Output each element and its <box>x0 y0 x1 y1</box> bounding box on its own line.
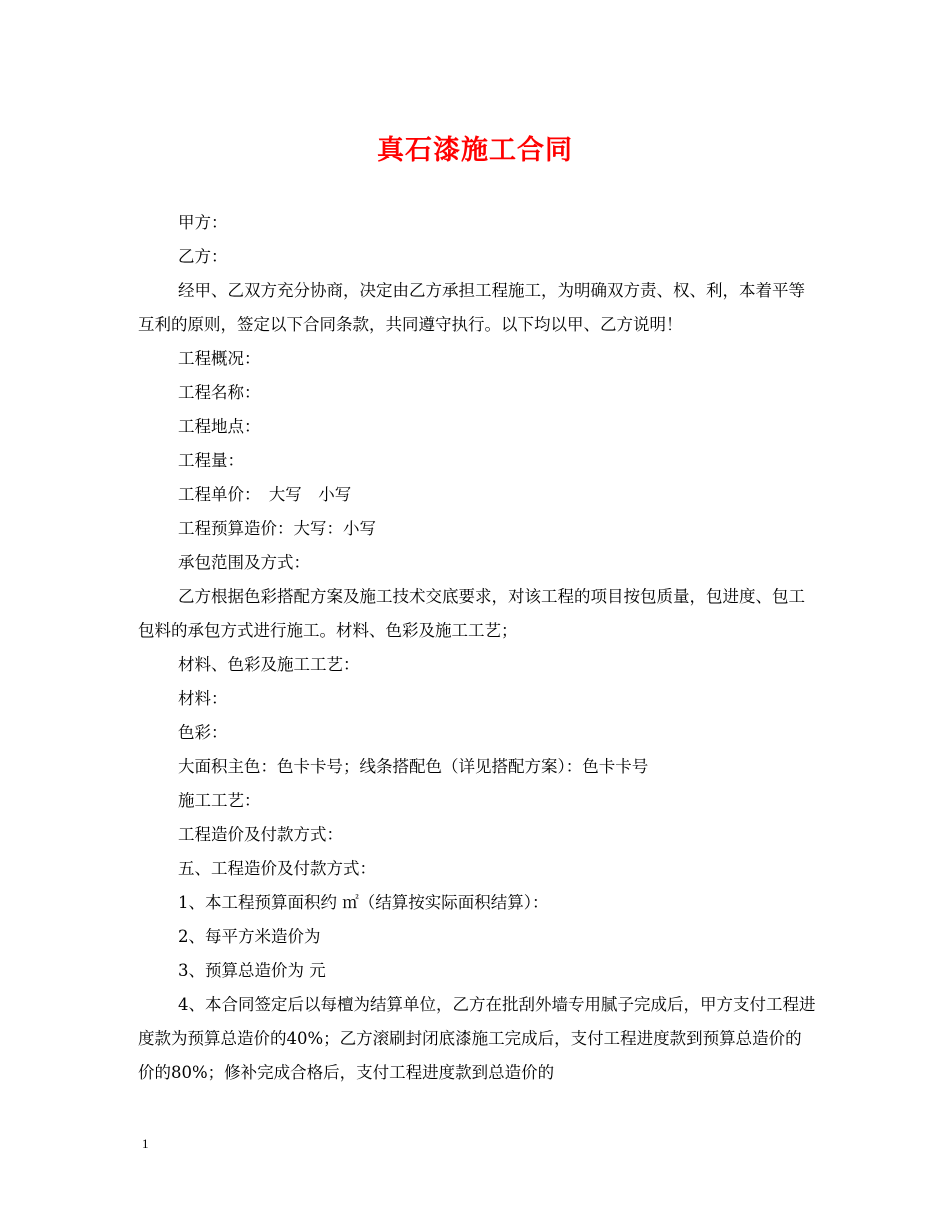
document-body <box>138 206 818 1090</box>
page-number: 1 <box>142 1136 149 1151</box>
budget-cost-line: 工程预算造价：大写：小写 <box>178 519 376 538</box>
materials-heading: 材料、色彩及施工工艺： <box>178 655 360 674</box>
party-a-line: 甲方： <box>178 213 228 232</box>
party-b-line: 乙方： <box>178 247 228 266</box>
clause-1: 1、本工程预算面积约 ㎡（结算按实际面积结算）： <box>178 893 549 912</box>
cost-payment-heading: 工程造价及付款方式： <box>178 825 343 844</box>
project-overview-heading: 工程概况： <box>178 349 261 368</box>
clause-4: 4、本合同签定后以每檀为结算单位，乙方在批刮外墙专用腻子完成后，甲方支付工程进度款为预算总造价的40%；乙方滚刷封闭底漆施工完成后，支付工程进度款到预算总造价的价的80%；修补完成合格后，支付工程进度款到总造价的 <box>138 995 816 1082</box>
clause-3: 3、预算总造价为 元 <box>178 961 326 980</box>
project-quantity-line: 工程量： <box>178 451 244 470</box>
materials-line: 材料： <box>178 689 228 708</box>
scope-paragraph: 乙方根据色彩搭配方案及施工技术交底要求，对该工程的项目按包质量，包进度、包工包料的承包方式进行施工。材料、色彩及施工工艺； <box>138 587 805 640</box>
section-five-heading: 五、工程造价及付款方式： <box>178 859 376 878</box>
process-line: 施工工艺： <box>178 791 261 810</box>
main-color-line: 大面积主色：色卡卡号；线条搭配色（详见搭配方案）：色卡卡号 <box>178 757 649 776</box>
scope-heading: 承包范围及方式： <box>178 553 310 572</box>
project-name-line: 工程名称： <box>178 383 261 402</box>
unit-price-line: 工程单价： 大写 小写 <box>178 485 352 504</box>
preamble-paragraph: 经甲、乙双方充分协商，决定由乙方承担工程施工，为明确双方责、权、利，本着平等互利的原则，签定以下合同条款，共同遵守执行。以下均以甲、乙方说明！ <box>138 281 805 334</box>
document-title: 真石漆施工合同 <box>377 135 573 166</box>
project-location-line: 工程地点： <box>178 417 261 436</box>
clause-2: 2、每平方米造价为 <box>178 927 321 946</box>
colors-line: 色彩： <box>178 723 228 742</box>
